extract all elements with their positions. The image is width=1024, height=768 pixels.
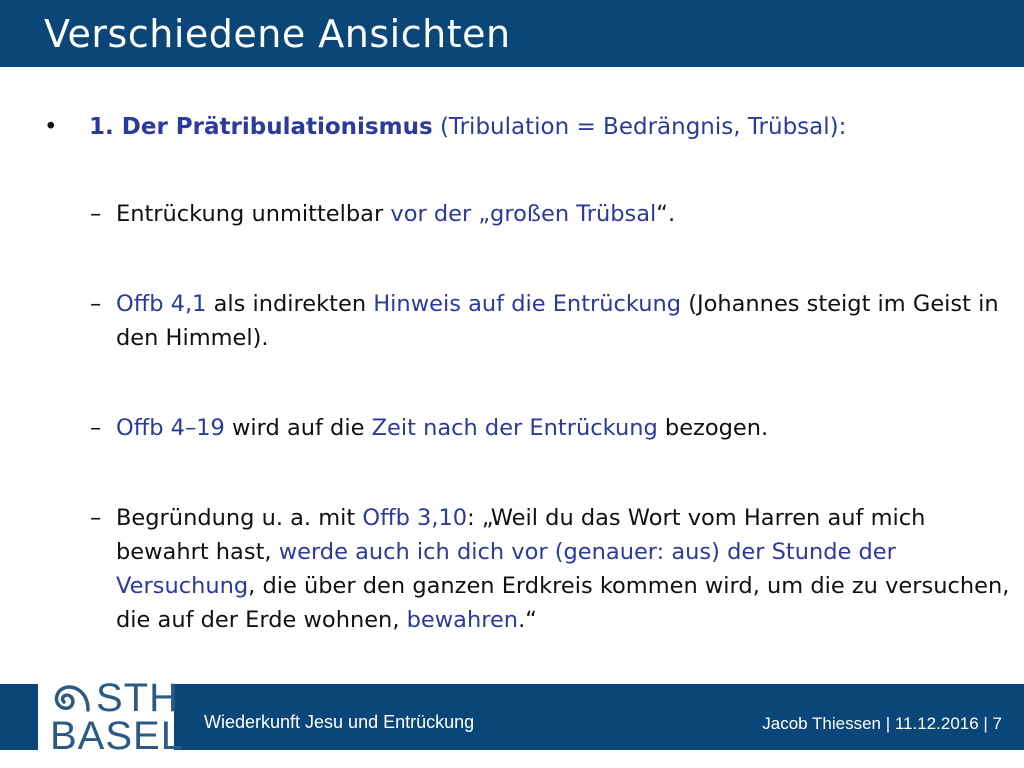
- sub-bullet-text: [90, 197, 1010, 231]
- segment: Hinweis auf die Entrückung: [373, 291, 682, 317]
- bullet-marker: •: [44, 114, 58, 140]
- logo-text-bottom: BASEL: [50, 714, 184, 758]
- sub-bullet-4: [90, 501, 1010, 637]
- segment: Zeit nach der Entrückung: [371, 415, 658, 441]
- dash-marker: –: [90, 505, 102, 531]
- dash-marker: –: [90, 415, 102, 441]
- footer-title: Wiederkunft Jesu und Entrückung: [204, 712, 475, 732]
- segment: , die über den ganzen Erdkreis kommen wird, um die zu versuchen, die auf der Erde wohnen,: [116, 573, 1010, 633]
- segment: werde auch ich dich vor (genauer: aus) der Stunde der Versuchung: [116, 539, 896, 599]
- dash-marker: –: [90, 201, 102, 227]
- segment: Offb 4,1: [116, 291, 207, 317]
- main-bullet-heading: 1. Der Prätribulationismus: [89, 114, 433, 140]
- segment: wird auf die: [224, 415, 372, 441]
- main-bullet-rest: (Tribulation = Bedrängnis, Trübsal):: [432, 114, 847, 140]
- segment: Offb 3,10: [362, 505, 468, 531]
- segment: vor der „großen Trübsal: [390, 201, 657, 227]
- segment: : „Weil du das Wort vom Harren auf mich bewahrt hast,: [116, 505, 926, 565]
- dash-marker: –: [90, 291, 102, 317]
- segment: (Johannes steigt im Geist in den Himmel).: [116, 291, 999, 351]
- segment: “.: [656, 201, 676, 227]
- segment: bezogen.: [657, 415, 769, 441]
- sub-bullet-text: [90, 411, 1010, 445]
- sub-bullet-3: [90, 411, 1010, 445]
- segment: .“: [518, 607, 537, 633]
- sth-basel-logo: [38, 676, 184, 758]
- sub-bullet-1: [90, 197, 1010, 231]
- logo-text-top: STH: [96, 676, 179, 720]
- footer: [0, 676, 1024, 768]
- sub-bullet-text: [90, 501, 1010, 637]
- segment: Offb 4–19: [116, 415, 225, 441]
- segment: Begründung u. a. mit: [116, 505, 363, 531]
- segment: als indirekten: [206, 291, 374, 317]
- slide-title: Verschiedene Ansichten: [44, 12, 511, 56]
- main-bullet-text: [89, 111, 846, 143]
- sub-bullet-text: [90, 287, 1010, 355]
- segment: Entrückung unmittelbar: [116, 201, 391, 227]
- footer-author-date-page: Jacob Thiessen | 11.12.2016 | 7: [762, 714, 1002, 733]
- segment: bewahren: [406, 607, 519, 633]
- sub-bullet-2: [90, 287, 1010, 355]
